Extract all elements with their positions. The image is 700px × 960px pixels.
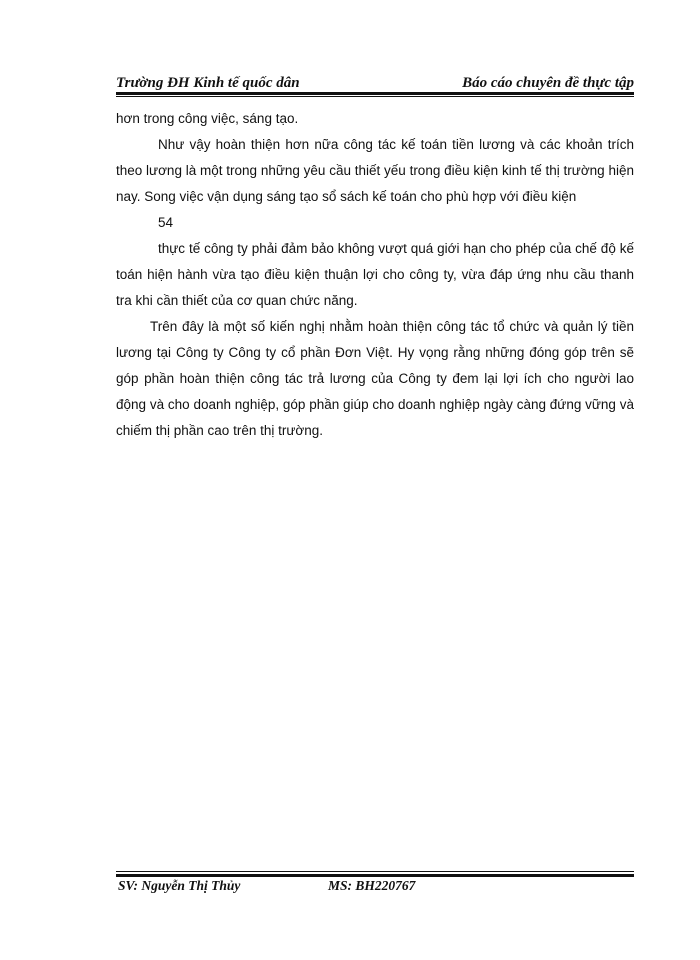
header-rule-thin — [116, 96, 634, 97]
header-rule-thick — [116, 92, 634, 95]
header-report-title: Báo cáo chuyên đề thực tập — [462, 75, 634, 91]
paragraph-requirements: thực tế công ty phải đảm bảo không vượt quá giới hạn cho phép của chế độ kế toán hiện hành vừa tạo điều kiện thuận lợi cho công ty, vừa đáp ứng nhu cầu thanh tra khi cần thiết của cơ quan chức năng. — [116, 241, 634, 308]
paragraph-summary: Như vậy hoàn thiện hơn nữa công tác kế toán tiền lương và các khoản trích theo lương là một trong những yêu cầu thiết yếu trong điều kiện kinh tế thị trường hiện nay. Song việc vận dụng sáng tạo sổ sách kế toán cho phù hợp với điều kiện — [116, 137, 634, 204]
document-body — [116, 106, 634, 444]
page-number: 54 — [158, 215, 174, 230]
footer-student-id: MS: BH220767 — [328, 878, 416, 893]
footer-student-name: SV: Nguyễn Thị Thủy — [118, 878, 241, 893]
footer-rule-thin — [116, 871, 634, 872]
paragraph-continuation: hơn trong công việc, sáng tạo. — [116, 111, 299, 126]
header-university: Trường ĐH Kinh tế quốc dân — [116, 75, 300, 91]
paragraph-conclusion: Trên đây là một số kiến nghị nhằm hoàn thiện công tác tổ chức và quản lý tiền lương tại Công ty Công ty cổ phần Đơn Việt. Hy vọng rằng những đóng góp trên sẽ góp phần hoàn thiện công tác trả lương của Công ty đem lại lợi ích cho người lao động và cho doanh nghiệp, góp phần giúp cho doanh nghiệp ngày càng đứng vững và chiếm thị phần cao trên thị trường. — [116, 319, 634, 438]
page-header — [116, 74, 634, 92]
footer-rule-thick — [116, 874, 634, 877]
